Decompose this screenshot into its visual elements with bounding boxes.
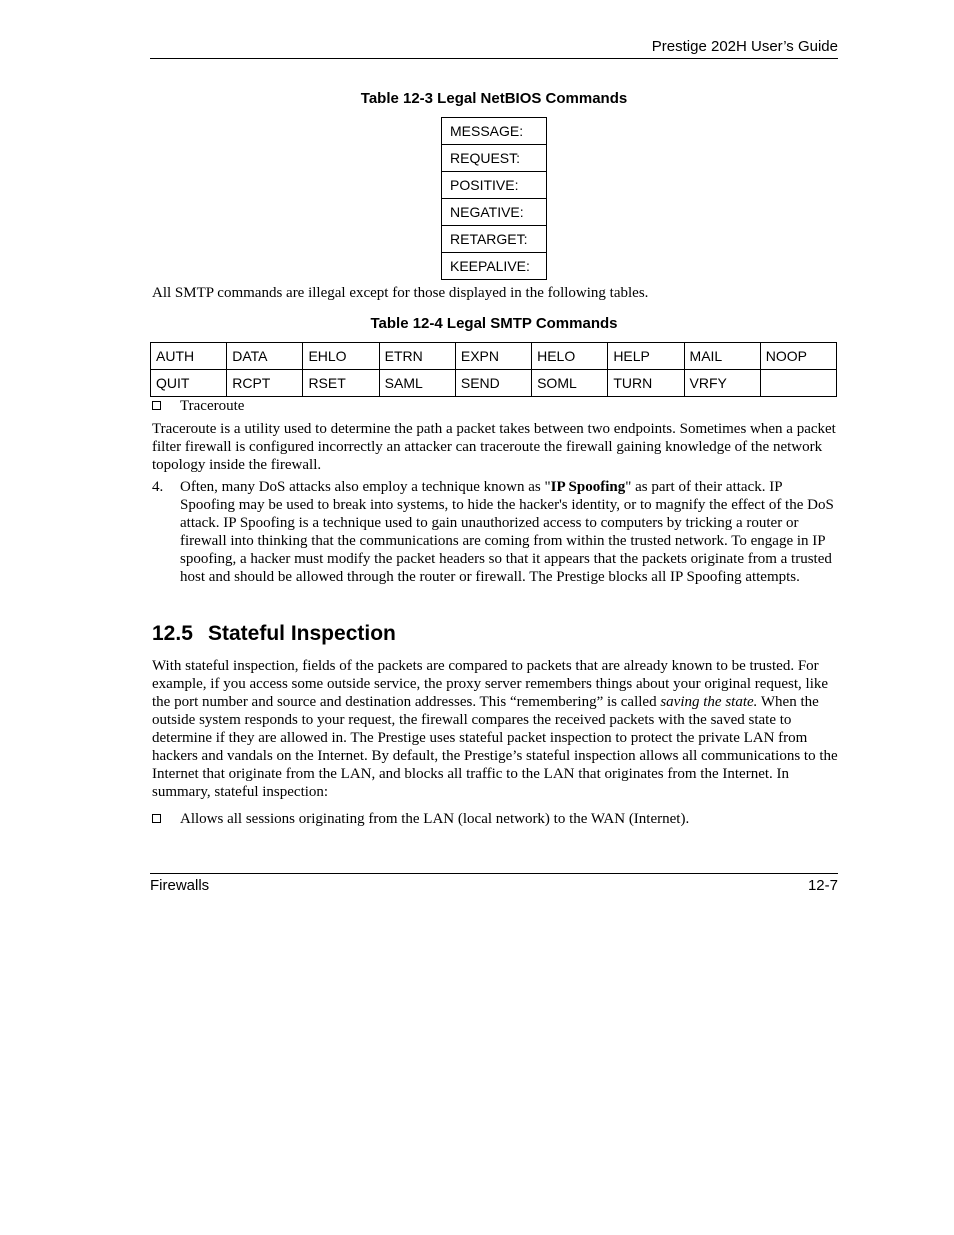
section-number: 12.5 xyxy=(152,622,193,645)
table-cell: SOML xyxy=(532,370,608,397)
page-number: 12-7 xyxy=(807,877,838,894)
table-cell: SEND xyxy=(455,370,531,397)
table-cell: REQUEST: xyxy=(442,145,547,172)
ip-spoofing-term: IP Spoofing xyxy=(550,479,626,495)
stateful-paragraph xyxy=(152,657,838,801)
header-title: Prestige 202H User’s Guide xyxy=(651,38,838,55)
bullet-text: Traceroute xyxy=(180,398,245,414)
table-cell: EHLO xyxy=(303,343,379,370)
table-row xyxy=(442,145,547,172)
item-text-part: Often, many DoS attacks also employ a technique known as " xyxy=(180,479,551,495)
numbered-item-4 xyxy=(152,478,838,586)
table-cell: SAML xyxy=(379,370,455,397)
smtp-commands-table xyxy=(150,342,837,397)
table-cell: NEGATIVE: xyxy=(442,199,547,226)
table-row xyxy=(442,253,547,280)
item-number: 4. xyxy=(152,479,164,495)
item-text-part: " as part of their attack. IP Spoofing may be used to break into systems, to hide the hacker's identity, or to magnify the effect of the DoS attack. IP Spoofing is a technique used to gain unauthorized access to computers by tricking a router or firewall into thinking that the communications are coming from within the trusted network. To engage in IP spoofing, a hacker must modify the packet headers so that it appears that the packets originate from a trusted host and should be allowed through the router or firewall. The Prestige blocks all IP Spoofing attempts. xyxy=(180,479,834,585)
table-cell: POSITIVE: xyxy=(442,172,547,199)
checkbox-bullet-icon xyxy=(152,814,161,823)
table-cell: MAIL xyxy=(684,343,760,370)
table-cell: RSET xyxy=(303,370,379,397)
table-row xyxy=(151,343,837,370)
table-cell: HELO xyxy=(532,343,608,370)
item-text xyxy=(180,478,838,586)
footer-chapter: Firewalls xyxy=(150,877,210,894)
stateful-bullet xyxy=(152,810,838,828)
table-12-4-caption: Table 12-4 Legal SMTP Commands xyxy=(370,315,618,332)
table-cell: KEEPALIVE: xyxy=(442,253,547,280)
checkbox-bullet-icon xyxy=(152,401,161,410)
table-row xyxy=(442,118,547,145)
table-cell: MESSAGE: xyxy=(442,118,547,145)
table-cell: TURN xyxy=(608,370,684,397)
table-cell: RCPT xyxy=(227,370,303,397)
bullet-text: Allows all sessions originating from the LAN (local network) to the WAN (Internet). xyxy=(180,811,690,827)
table-cell: QUIT xyxy=(151,370,227,397)
table-cell: RETARGET: xyxy=(442,226,547,253)
paragraph-part: When the outside system responds to your request, the firewall compares the received packets with the saved state to determine if they are allowed in. The Prestige uses stateful packet inspection to protect the private LAN from hackers and vandals on the Internet. By default, the Prestige’s stateful inspection allows all communications to the Internet that originate from the LAN, and blocks all traffic to the LAN that originates from the Internet. In summary, stateful inspection: xyxy=(152,694,838,800)
netbios-commands-table xyxy=(441,117,547,280)
saving-the-state-term: saving the state. xyxy=(660,694,758,710)
table-cell: EXPN xyxy=(455,343,531,370)
table-cell: NOOP xyxy=(760,343,836,370)
table-cell: VRFY xyxy=(684,370,760,397)
page-footer xyxy=(150,873,838,894)
table-row xyxy=(442,226,547,253)
table-cell: DATA xyxy=(227,343,303,370)
traceroute-bullet xyxy=(152,397,838,415)
smtp-intro-text: All SMTP commands are illegal except for those displayed in the following tables. xyxy=(152,285,649,301)
page-header xyxy=(150,38,838,59)
table-row xyxy=(151,370,837,397)
table-cell: ETRN xyxy=(379,343,455,370)
table-row xyxy=(442,172,547,199)
table-12-3-caption: Table 12-3 Legal NetBIOS Commands xyxy=(360,90,628,107)
table-cell: AUTH xyxy=(151,343,227,370)
paragraph-part: With stateful inspection, fields of the packets are compared to packets that are already known to be trusted. For example, if you access some outside service, the proxy server remembers things about your original request, like the port number and source and destination addresses. This “remembering” is called xyxy=(152,658,829,710)
table-cell: HELP xyxy=(608,343,684,370)
traceroute-paragraph: Traceroute is a utility used to determine the path a packet takes between two endpoints. Sometimes when a packet filter firewall is configured incorrectly an attacker can traceroute the firewall gaining knowledge of the network topology inside the firewall. xyxy=(152,421,836,473)
section-title: Stateful Inspection xyxy=(208,622,396,645)
table-row xyxy=(442,199,547,226)
table-cell xyxy=(760,370,836,397)
section-heading xyxy=(152,622,396,646)
